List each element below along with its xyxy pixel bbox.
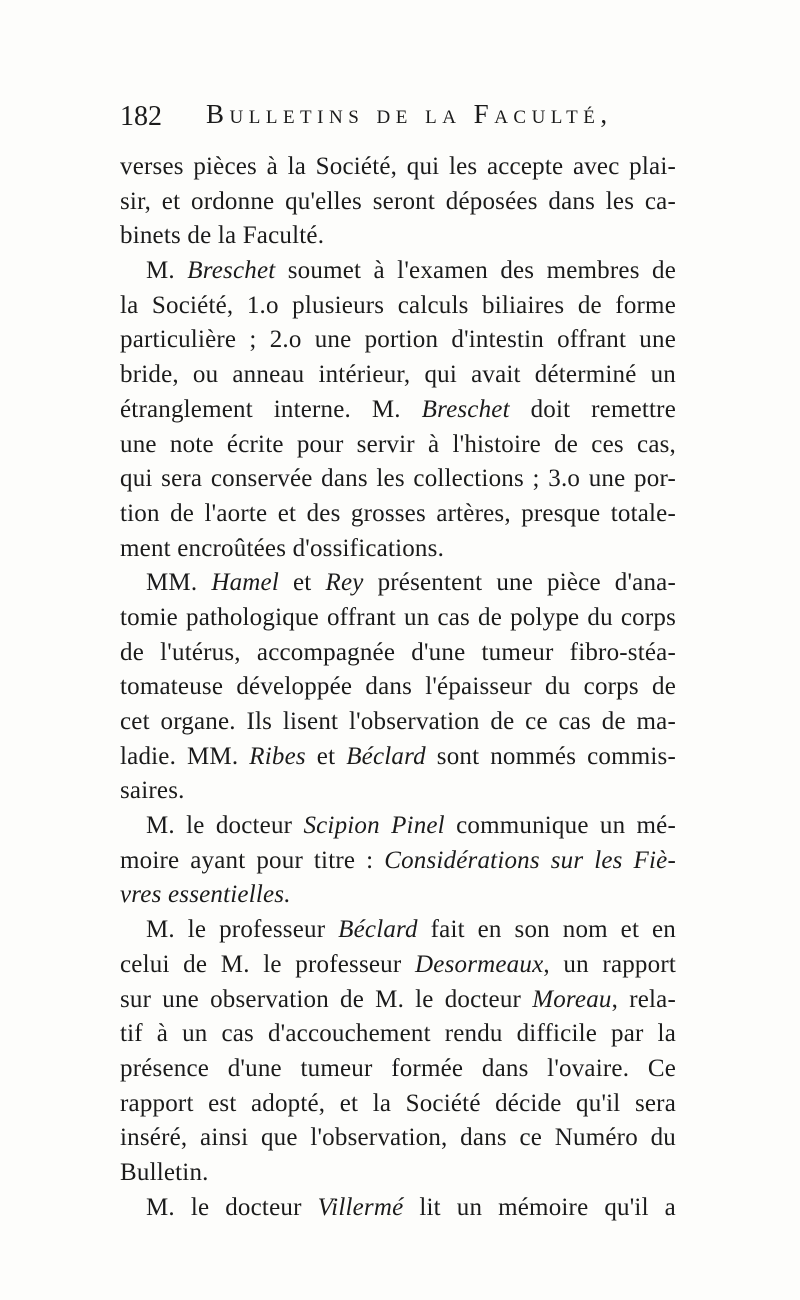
text-line: tion de l'aorte et des grosses artères, presque totale- [120,499,676,527]
text-line: tomateuse développée dans l'épaisseur du corps de [120,673,676,701]
text-line: particulière ; 2.o une portion d'intestin offrant une [120,326,676,354]
text-line: MM. Hamel et Rey présentent une pièce d'ana- [146,569,677,597]
text-line: Bulletin. [120,1158,209,1186]
text-line: celui de M. le professeur Desormeaux, un rapport [120,950,677,978]
body-text [120,150,676,1225]
text-line: de l'utérus, accompagnée d'une tumeur fibro-stéa- [120,638,676,666]
text-line: tomie pathologique offrant un cas de polype du corps [120,603,676,631]
text-line: M. le docteur Villermé lit un mémoire qu'il a [146,1193,676,1221]
text-line: binets de la Faculté. [120,222,325,250]
text-line: sur une observation de M. le docteur Moreau, rela- [120,985,676,1013]
text-line: ladie. MM. Ribes et Béclard sont nommés commis- [120,742,676,770]
text-line: M. le docteur Scipion Pinel communique un mé- [146,812,676,840]
text-line: présence d'une tumeur formée dans l'ovaire. Ce [120,1054,676,1082]
text-line: inséré, ainsi que l'observation, dans ce Numéro du [120,1124,676,1152]
text-line: saires. [120,777,185,805]
page-number: 182 [120,101,162,132]
text-line: bride, ou anneau intérieur, qui avait déterminé un [120,361,676,389]
text-line: M. Breschet soumet à l'examen des membres de [146,257,676,285]
text-line: étranglement interne. M. Breschet doit remettre [120,395,677,423]
page-header [120,97,680,137]
text-line: qui sera conservée dans les collections ; 3.o une por- [120,465,676,493]
text-line: moire ayant pour titre : Considérations sur les Fiè- [120,846,676,874]
text-line: une note écrite pour servir à l'histoire de ces cas, [120,430,676,458]
text-line: tif à un cas d'accouchement rendu difficile par la [120,1020,676,1048]
text-line: sir, et ordonne qu'elles seront déposées dans les ca- [120,187,676,215]
running-head: Bulletins de la Faculté, [206,99,613,129]
text-line: la Société, 1.o plusieurs calculs biliaires de forme [120,291,676,319]
text-line: vres essentielles. [120,881,291,909]
text-line: ment encroûtées d'ossifications. [120,534,445,562]
text-line: M. le professeur Béclard fait en son nom et en [146,916,676,944]
text-line: cet organe. Ils lisent l'observation de ce cas de ma- [120,708,676,735]
text-line: rapport est adopté, et la Société décide qu'il sera [120,1089,676,1117]
text-line: verses pièces à la Société, qui les accepte avec plai- [120,153,676,180]
